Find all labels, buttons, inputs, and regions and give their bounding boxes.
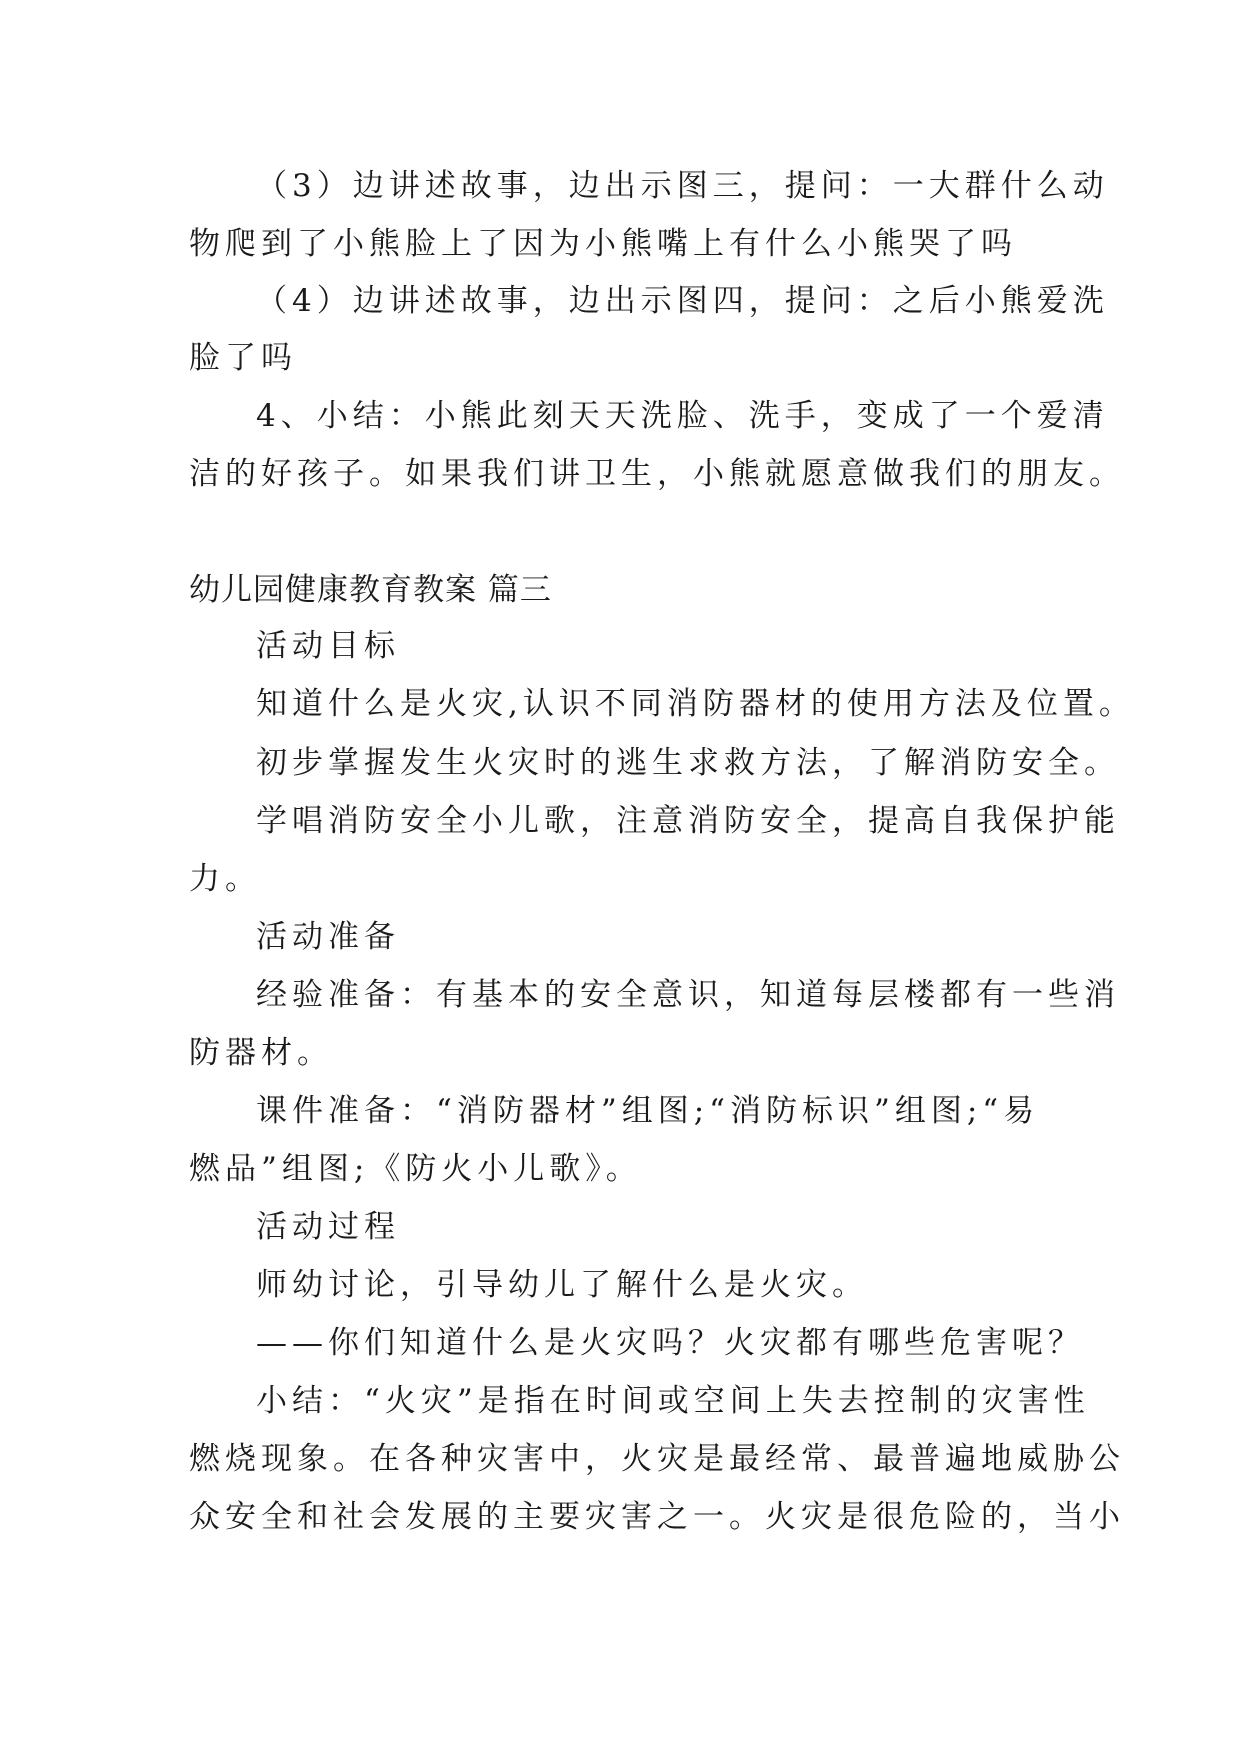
paragraph-line: 经验准备：有基本的安全意识，知道每层楼都有一些消 — [256, 977, 1120, 1013]
paragraph-line: 燃品”组图;《防火小儿歌》。 — [189, 1151, 642, 1187]
paragraph-line: 知道什么是火灾,认识不同消防器材的使用方法及位置。 — [256, 686, 1135, 722]
paragraph-line: 洁的好孩子。如果我们讲卫生，小熊就愿意做我们的朋友。 — [189, 456, 1125, 492]
section-heading: 幼儿园健康教育教案 篇三 — [189, 572, 552, 608]
paragraph-line: 物爬到了小熊脸上了因为小熊嘴上有什么小熊哭了吗 — [189, 226, 1017, 262]
subheading: 活动目标 — [256, 628, 400, 664]
paragraph-line: 脸了吗 — [189, 340, 297, 376]
subheading: 活动准备 — [256, 919, 400, 955]
paragraph-line: 师幼讨论，引导幼儿了解什么是火灾。 — [256, 1267, 868, 1303]
paragraph-line: 力。 — [189, 861, 261, 897]
paragraph-line: 初步掌握发生火灾时的逃生求救方法，了解消防安全。 — [256, 745, 1120, 781]
paragraph-line: （4）边讲述故事，边出示图四，提问：之后小熊爱洗 — [256, 283, 1109, 319]
paragraph-line: 课件准备：“消防器材”组图;“消防标识”组图;“易 — [256, 1093, 1040, 1129]
paragraph-line: 4、小结：小熊此刻天天洗脸、洗手，变成了一个爱清 — [256, 398, 1109, 434]
paragraph-line: （3）边讲述故事，边出示图三，提问：一大群什么动 — [256, 168, 1109, 204]
paragraph-line: 防器材。 — [189, 1035, 333, 1071]
paragraph-line: 学唱消防安全小儿歌，注意消防安全，提高自我保护能 — [256, 803, 1120, 839]
paragraph-line: ——你们知道什么是火灾吗？火灾都有哪些危害呢？ — [256, 1325, 1084, 1361]
subheading: 活动过程 — [256, 1209, 400, 1245]
paragraph-line: 燃烧现象。在各种灾害中，火灾是最经常、最普遍地威胁公 — [189, 1441, 1125, 1477]
paragraph-line: 众安全和社会发展的主要灾害之一。火灾是很危险的，当小 — [189, 1499, 1125, 1535]
paragraph-line: 小结：“火灾”是指在时间或空间上失去控制的灾害性 — [256, 1383, 1090, 1419]
